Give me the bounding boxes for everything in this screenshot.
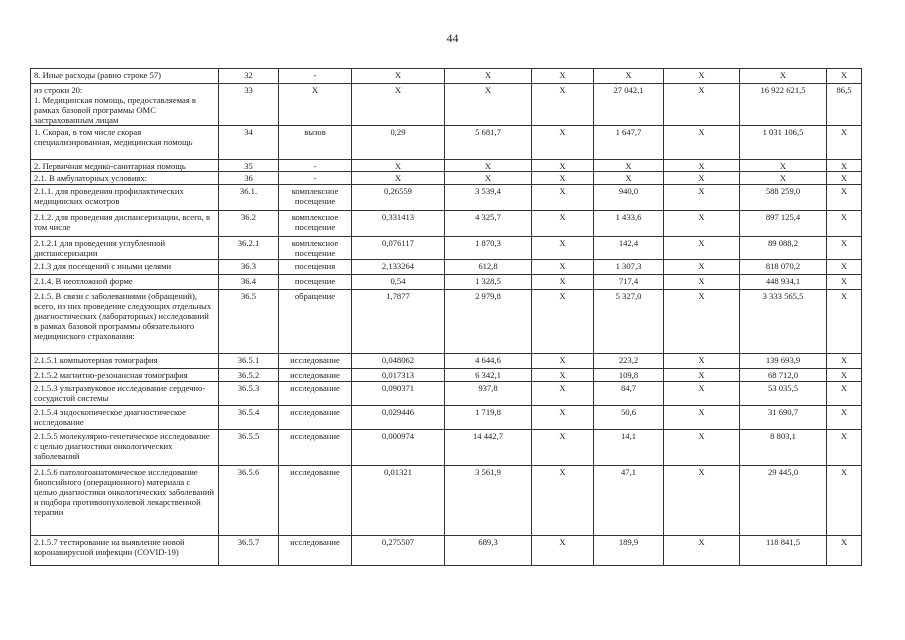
value-col-2: 14,1	[594, 430, 664, 466]
value-col-5: X	[827, 237, 862, 260]
unit: -	[279, 69, 352, 84]
value-col-1: X	[532, 382, 594, 406]
cost-value: 937,8	[445, 382, 532, 406]
norm-value: 2,133264	[352, 260, 445, 275]
value-col-2: X	[594, 172, 664, 185]
cost-value: 1 719,8	[445, 406, 532, 430]
row-name: 2.1.2.1 для проведения углубленной диспансеризации	[31, 237, 219, 260]
value-col-2: 940,0	[594, 185, 664, 211]
value-col-5: 86,5	[827, 84, 862, 126]
value-col-3: X	[664, 536, 740, 566]
norm-value: 0,076117	[352, 237, 445, 260]
value-col-4: 53 035,5	[740, 382, 827, 406]
row-name: 2.1.1. для проведения профилактических медицинских осмотров	[31, 185, 219, 211]
table-row	[31, 466, 862, 536]
value-col-2: 1 307,3	[594, 260, 664, 275]
value-col-1: X	[532, 185, 594, 211]
table-row	[31, 211, 862, 237]
value-col-1: X	[532, 237, 594, 260]
row-number: 36.4	[219, 275, 279, 290]
value-col-1: X	[532, 406, 594, 430]
unit: исследование	[279, 430, 352, 466]
page-number: 44	[446, 31, 459, 45]
value-col-3: X	[664, 354, 740, 369]
norm-value: 0,090371	[352, 382, 445, 406]
row-number: 36.1.	[219, 185, 279, 211]
norm-value: X	[352, 84, 445, 126]
unit: исследование	[279, 382, 352, 406]
row-number: 36.5.5	[219, 430, 279, 466]
value-col-2: 223,2	[594, 354, 664, 369]
value-col-1: X	[532, 369, 594, 382]
row-number: 36.5.7	[219, 536, 279, 566]
row-name: 2.1.5.4 эндоскопическое диагностическое исследование	[31, 406, 219, 430]
value-col-3: X	[664, 185, 740, 211]
value-col-2: 27 042,1	[594, 84, 664, 126]
value-col-5: X	[827, 160, 862, 172]
row-name: 2.1.5.1 компьютерная томография	[31, 354, 219, 369]
value-col-4: 8 803,1	[740, 430, 827, 466]
norm-value: 0,017313	[352, 369, 445, 382]
unit: -	[279, 172, 352, 185]
table-row	[31, 369, 862, 382]
value-col-5: X	[827, 69, 862, 84]
value-col-3: X	[664, 290, 740, 354]
unit: комплексное посещение	[279, 185, 352, 211]
row-name: 2.1.3 для посещений с иными целями	[31, 260, 219, 275]
table-body	[31, 69, 862, 566]
table-row	[31, 430, 862, 466]
row-number: 36.5	[219, 290, 279, 354]
value-col-3: X	[664, 430, 740, 466]
value-col-4: 139 693,9	[740, 354, 827, 369]
value-col-1: X	[532, 536, 594, 566]
value-col-1: X	[532, 211, 594, 237]
value-col-2: 109,8	[594, 369, 664, 382]
unit: обращение	[279, 290, 352, 354]
table-row	[31, 260, 862, 275]
row-number: 36.3	[219, 260, 279, 275]
value-col-4: 89 088,2	[740, 237, 827, 260]
cost-value: 4 325,7	[445, 211, 532, 237]
cost-value: 2 979,8	[445, 290, 532, 354]
value-col-3: X	[664, 84, 740, 126]
value-col-5: X	[827, 466, 862, 536]
value-col-3: X	[664, 126, 740, 160]
value-col-4: 31 690,7	[740, 406, 827, 430]
table-row	[31, 172, 862, 185]
cost-value: 4 644,6	[445, 354, 532, 369]
value-col-3: X	[664, 369, 740, 382]
value-col-5: X	[827, 260, 862, 275]
unit: исследование	[279, 536, 352, 566]
unit: -	[279, 160, 352, 172]
value-col-3: X	[664, 211, 740, 237]
value-col-5: X	[827, 430, 862, 466]
value-col-5: X	[827, 126, 862, 160]
value-col-4: 897 125,4	[740, 211, 827, 237]
row-number: 36.5.4	[219, 406, 279, 430]
value-col-4: 68 712,0	[740, 369, 827, 382]
value-col-1: X	[532, 290, 594, 354]
table-row	[31, 354, 862, 369]
unit: исследование	[279, 369, 352, 382]
cost-value: 3 539,4	[445, 185, 532, 211]
value-col-4: X	[740, 160, 827, 172]
value-col-3: X	[664, 172, 740, 185]
table-row	[31, 536, 862, 566]
value-col-5: X	[827, 211, 862, 237]
norm-value: 0,29	[352, 126, 445, 160]
value-col-4: 1 031 106,5	[740, 126, 827, 160]
row-name: 2.1.4. В неотложной форме	[31, 275, 219, 290]
value-col-1: X	[532, 466, 594, 536]
norm-value: X	[352, 160, 445, 172]
row-number: 32	[219, 69, 279, 84]
value-col-5: X	[827, 275, 862, 290]
norm-value: X	[352, 69, 445, 84]
unit: исследование	[279, 354, 352, 369]
table-row	[31, 237, 862, 260]
table-row	[31, 69, 862, 84]
unit: исследование	[279, 466, 352, 536]
cost-value: 612,8	[445, 260, 532, 275]
row-name: из строки 20: 1. Медицинская помощь, предоставляемая в рамках базовой программы ОМС застрахованным лицам	[31, 84, 219, 126]
norm-value: 0,331413	[352, 211, 445, 237]
value-col-5: X	[827, 536, 862, 566]
value-col-2: 84,7	[594, 382, 664, 406]
row-number: 36.2	[219, 211, 279, 237]
value-col-2: 717,4	[594, 275, 664, 290]
norm-value: 0,275507	[352, 536, 445, 566]
cost-value: 1 870,3	[445, 237, 532, 260]
value-col-2: 189,9	[594, 536, 664, 566]
cost-value: X	[445, 84, 532, 126]
value-col-5: X	[827, 290, 862, 354]
table-row	[31, 275, 862, 290]
value-col-3: X	[664, 160, 740, 172]
table-row	[31, 406, 862, 430]
cost-value: 689,3	[445, 536, 532, 566]
value-col-3: X	[664, 260, 740, 275]
value-col-5: X	[827, 185, 862, 211]
value-col-3: X	[664, 466, 740, 536]
cost-value: 6 342,1	[445, 369, 532, 382]
table-row	[31, 126, 862, 160]
norm-value: 1,7877	[352, 290, 445, 354]
norm-value: 0,029446	[352, 406, 445, 430]
value-col-3: X	[664, 406, 740, 430]
value-col-4: 448 934,1	[740, 275, 827, 290]
table-row	[31, 160, 862, 172]
norm-value: X	[352, 172, 445, 185]
value-col-1: X	[532, 275, 594, 290]
unit: вызов	[279, 126, 352, 160]
cost-value: X	[445, 160, 532, 172]
cost-value: X	[445, 69, 532, 84]
row-name: 2.1.5. В связи с заболеваниями (обращений), всего, из них проведение следующих отдельных диагностических (лабораторных) исследований в рамках базовой программы обязательного медицинского страхования:	[31, 290, 219, 354]
value-col-3: X	[664, 69, 740, 84]
value-col-2: 47,1	[594, 466, 664, 536]
cost-value: 14 442,7	[445, 430, 532, 466]
row-number: 36.5.1	[219, 354, 279, 369]
cost-value: 5 681,7	[445, 126, 532, 160]
value-col-2: 1 433,6	[594, 211, 664, 237]
value-col-1: X	[532, 84, 594, 126]
value-col-1: X	[532, 260, 594, 275]
value-col-3: X	[664, 237, 740, 260]
value-col-1: X	[532, 160, 594, 172]
row-name: 2.1.5.2 магнитно-резонансная томография	[31, 369, 219, 382]
value-col-5: X	[827, 406, 862, 430]
row-name: 2.1.5.3 ультразвуковое исследование сердечно-сосудистой системы	[31, 382, 219, 406]
row-number: 36.5.2	[219, 369, 279, 382]
value-col-1: X	[532, 69, 594, 84]
value-col-2: X	[594, 69, 664, 84]
unit: X	[279, 84, 352, 126]
value-col-5: X	[827, 354, 862, 369]
row-number: 36	[219, 172, 279, 185]
row-name: 2.1.2. для проведения диспансеризации, всего, в том числе	[31, 211, 219, 237]
row-number: 36.2.1	[219, 237, 279, 260]
cost-table	[30, 68, 862, 566]
row-name: 8. Иные расходы (равно строке 57)	[31, 69, 219, 84]
value-col-2: 5 327,0	[594, 290, 664, 354]
norm-value: 0,01321	[352, 466, 445, 536]
value-col-2: 142,4	[594, 237, 664, 260]
unit: комплексное посещение	[279, 237, 352, 260]
value-col-4: X	[740, 172, 827, 185]
cost-value: X	[445, 172, 532, 185]
norm-value: 0,000974	[352, 430, 445, 466]
value-col-3: X	[664, 382, 740, 406]
value-col-5: X	[827, 172, 862, 185]
unit: комплексное посещение	[279, 211, 352, 237]
table-row	[31, 290, 862, 354]
norm-value: 0,26559	[352, 185, 445, 211]
cost-value: 3 561,9	[445, 466, 532, 536]
row-number: 35	[219, 160, 279, 172]
value-col-1: X	[532, 430, 594, 466]
table-row	[31, 84, 862, 126]
value-col-4: 29 445,0	[740, 466, 827, 536]
cost-value: 1 328,5	[445, 275, 532, 290]
value-col-4: 3 333 565,5	[740, 290, 827, 354]
row-name: 2.1.5.5 молекулярно-генетическое исследование с целью диагностики онкологических заболеваний	[31, 430, 219, 466]
row-name: 2.1.5.6 патологоанатомическое исследование биопсийного (операционного) материала с целью диагностики онкологических заболеваний и подбора противоопухолевой лекарственной терапии	[31, 466, 219, 536]
unit: исследование	[279, 406, 352, 430]
table-row	[31, 382, 862, 406]
value-col-4: 588 259,0	[740, 185, 827, 211]
value-col-5: X	[827, 369, 862, 382]
row-number: 36.5.3	[219, 382, 279, 406]
unit: посещение	[279, 275, 352, 290]
value-col-1: X	[532, 172, 594, 185]
row-name: 1. Скорая, в том числе скорая специализированная, медицинская помощь	[31, 126, 219, 160]
row-number: 36.5.6	[219, 466, 279, 536]
value-col-2: 50,6	[594, 406, 664, 430]
row-number: 34	[219, 126, 279, 160]
norm-value: 0,048062	[352, 354, 445, 369]
row-name: 2.1. В амбулаторных условиях:	[31, 172, 219, 185]
value-col-4: 16 922 621,5	[740, 84, 827, 126]
value-col-5: X	[827, 382, 862, 406]
row-number: 33	[219, 84, 279, 126]
value-col-1: X	[532, 354, 594, 369]
table-row	[31, 185, 862, 211]
row-name: 2. Первичная медико-санитарная помощь	[31, 160, 219, 172]
value-col-4: X	[740, 69, 827, 84]
value-col-4: 118 841,5	[740, 536, 827, 566]
norm-value: 0,54	[352, 275, 445, 290]
value-col-3: X	[664, 275, 740, 290]
value-col-1: X	[532, 126, 594, 160]
value-col-2: X	[594, 160, 664, 172]
value-col-4: 818 070,2	[740, 260, 827, 275]
row-name: 2.1.5.7 тестирование на выявление новой коронавирусной инфекции (COVID-19)	[31, 536, 219, 566]
value-col-2: 1 647,7	[594, 126, 664, 160]
unit: посещения	[279, 260, 352, 275]
